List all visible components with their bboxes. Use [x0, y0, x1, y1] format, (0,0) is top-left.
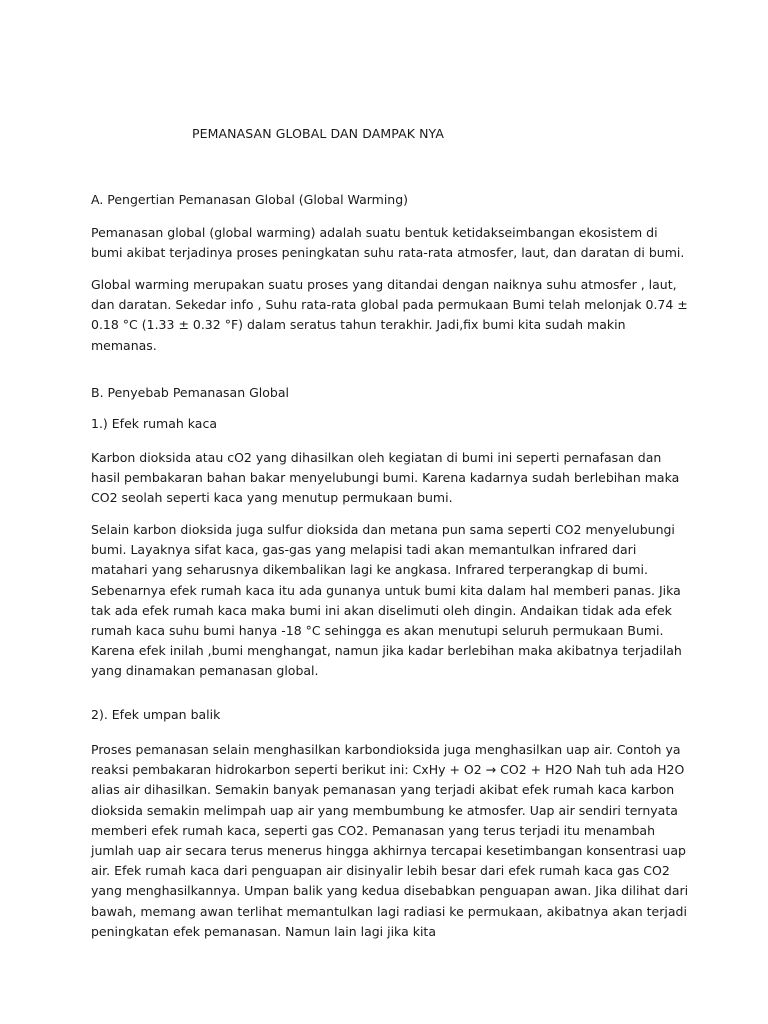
paragraph-text: Global warming merupakan suatu proses yang ditandai dengan naiknya suhu atmosfer , laut, dan daratan. Sekedar info , Suhu rata-rata global pada permukaan Bumi telah melonjak 0.74 ± 0.18 °C (1.33 ± 0.32 °F) dalam seratus tahun terakhir. Jadi,fix bumi kita sudah makin memanas. [91, 277, 688, 353]
document-title: PEMANASAN GLOBAL DAN DAMPAK NYA [192, 126, 444, 141]
subsection-1-paragraph-2 [91, 520, 691, 682]
paragraph-text: Selain karbon dioksida juga sulfur dioksida dan metana pun sama seperti CO2 menyelubungi bumi. Layaknya sifat kaca, gas-gas yang melapisi tadi akan memantulkan infrared dari matahari yang seharusnya dikembalikan lagi ke angkasa. Infrared terperangkap di bumi. Sebenarnya efek rumah kaca itu ada gunanya untuk bumi kita dalam hal memberi panas. Jika tak ada efek rumah kaca maka bumi ini akan diselimuti oleh dingin. Andaikan tidak ada efek rumah kaca suhu bumi hanya -18 °C sehingga es akan menutupi seluruh permukaan Bumi. Karena efek inilah ,bumi menghangat, namun jika kadar berlebihan maka akibatnya terjadilah yang dinamakan pemanasan global. [91, 522, 682, 679]
paragraph-text: Karbon dioksida atau cO2 yang dihasilkan oleh kegiatan di bumi ini seperti pernafasan dan hasil pembakaran bahan bakar menyelubungi bumi. Karena kadarnya sudah berlebihan maka CO2 seolah seperti kaca yang menutup permukaan bumi. [91, 450, 680, 506]
paragraph-text: Pemanasan global (global warming) adalah suatu bentuk ketidakseimbangan ekosistem di bumi akibat terjadinya proses peningkatan suhu rata-rata atmosfer, laut, dan daratan di bumi. [91, 225, 685, 261]
section-b-heading: B. Penyebab Pemanasan Global [91, 385, 289, 400]
section-a-paragraph-2 [91, 275, 691, 356]
section-a-heading: A. Pengertian Pemanasan Global (Global Warming) [91, 192, 409, 207]
subsection-1-heading: 1.) Efek rumah kaca [91, 416, 217, 431]
subsection-2-heading: 2). Efek umpan balik [91, 707, 221, 722]
section-a-paragraph-1 [91, 223, 691, 263]
subsection-1-paragraph-1 [91, 448, 691, 509]
paragraph-text: Proses pemanasan selain menghasilkan karbondioksida juga menghasilkan uap air. Contoh ya reaksi pembakaran hidrokarbon seperti berikut ini: CxHy + O2 → CO2 + H2O Nah tuh ada H2O alias air dihasilkan. Semakin banyak pemanasan yang terjadi akibat efek rumah kaca karbon dioksida semakin melimpah uap air yang membumbung ke atmosfer. Uap air sendiri ternyata memberi efek rumah kaca, seperti gas CO2. Pemanasan yang terus terjadi itu menambah jumlah uap air secara terus menerus hingga akhirnya tercapai kesetimbangan konsentrasi uap air. Efek rumah kaca dari penguapan air disinyalir lebih besar dari efek rumah kaca gas CO2 yang menghasilkannya. Umpan balik yang kedua disebabkan penguapan awan. Jika dilihat dari bawah, memang awan terlihat memantulkan lagi radiasi ke permukaan, akibatnya akan terjadi peningkatan efek pemanasan. Namun lain lagi jika kita [91, 742, 689, 939]
subsection-2-paragraph-1 [91, 740, 691, 942]
